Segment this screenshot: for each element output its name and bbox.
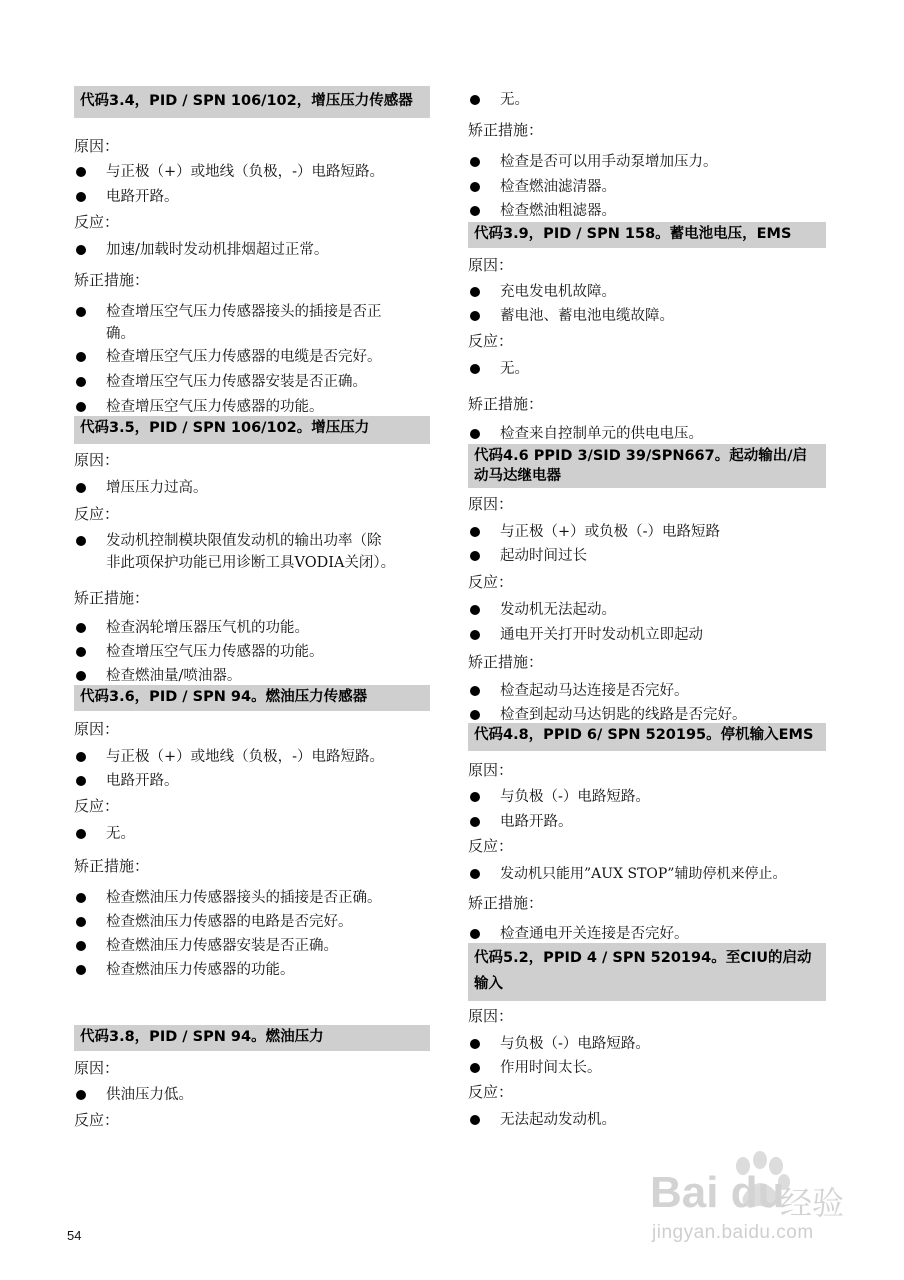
cause-item: 电路开路。 [106, 773, 179, 789]
cause-item: 电路开路。 [500, 814, 573, 830]
fix-item: 检查燃油压力传感器安装是否正确。 [106, 938, 338, 954]
fix-item-continuation: 确。 [106, 326, 135, 342]
fix-item: 检查增压空气压力传感器的电缆是否完好。 [106, 349, 382, 365]
bullet-icon [76, 671, 86, 681]
section-header-line: 动马达继电器 [474, 468, 561, 484]
fix-item: 检查涡轮增压器压气机的功能。 [106, 620, 309, 636]
section-header-4-8: 代码4.8，PPID 6/ SPN 520195。停机输入EMS [468, 723, 826, 751]
cause-item: 增压压力过高。 [106, 480, 208, 496]
bullet-icon [76, 377, 86, 387]
bullet-icon [470, 364, 480, 374]
reaction-label: 反应： [468, 573, 514, 591]
bullet-icon [76, 776, 86, 786]
bullet-icon [76, 965, 86, 975]
cause-item: 供油压力低。 [106, 1087, 193, 1103]
fix-item: 检查燃油滤清器。 [500, 179, 616, 195]
bullet-icon [470, 157, 480, 167]
bullet-icon [470, 869, 480, 879]
page-number: 54 [67, 1228, 82, 1243]
fix-label: 矫正措施： [468, 894, 544, 912]
fix-item: 检查燃油粗滤器。 [500, 203, 616, 219]
fix-label: 矫正措施： [468, 653, 544, 671]
reaction-label: 反应： [468, 332, 514, 350]
reaction-item: 加速/加载时发动机排烟超过正常。 [106, 242, 329, 258]
fix-item: 检查燃油量/喷油器。 [106, 668, 242, 684]
bullet-icon [470, 527, 480, 537]
bullet-icon [470, 929, 480, 939]
bullet-icon [76, 752, 86, 762]
cause-label: 原因： [468, 761, 514, 779]
fix-item: 检查起动马达连接是否完好。 [500, 683, 689, 699]
fix-item: 检查燃油压力传感器的电路是否完好。 [106, 914, 353, 930]
section-header-5-2 [468, 943, 826, 1001]
bullet-icon [76, 307, 86, 317]
bullet-icon [470, 1063, 480, 1073]
fix-label: 矫正措施： [74, 589, 150, 607]
reaction-item: 发动机只能用”AUX STOP”辅助停机来停止。 [500, 866, 787, 882]
bullet-icon [76, 647, 86, 657]
fix-item: 检查增压空气压力传感器安装是否正确。 [106, 374, 367, 390]
reaction-item: 无。 [500, 92, 529, 108]
cause-item: 与正极（+）或负极（-）电路短路 [500, 524, 721, 540]
fix-label: 矫正措施： [468, 395, 544, 413]
section-header-3-8: 代码3.8，PID / SPN 94。燃油压力 [74, 1025, 430, 1051]
fix-item: 检查燃油压力传感器接头的插接是否正确。 [106, 890, 382, 906]
cause-label: 原因： [468, 256, 514, 274]
watermark-url: jingyan.baidu.com [652, 1222, 814, 1243]
watermark-brand: Bai du [650, 1168, 785, 1217]
reaction-item: 发动机控制模块限值发动机的输出功率（除 [106, 533, 382, 549]
cause-item: 与负极（-）电路短路。 [500, 1036, 650, 1052]
cause-item: 蓄电池、蓄电池电缆故障。 [500, 308, 674, 324]
reaction-item: 无。 [106, 826, 135, 842]
bullet-icon [470, 182, 480, 192]
section-header-4-6 [468, 444, 826, 488]
bullet-icon [470, 1039, 480, 1049]
cause-label: 原因： [74, 137, 120, 155]
fix-label: 矫正措施： [74, 857, 150, 875]
fix-item: 检查增压空气压力传感器的功能。 [106, 644, 324, 660]
reaction-label: 反应： [74, 797, 120, 815]
bullet-icon [470, 287, 480, 297]
bullet-icon [470, 686, 480, 696]
bullet-icon [76, 536, 86, 546]
bullet-icon [470, 605, 480, 615]
bullet-icon [470, 311, 480, 321]
reaction-item-continuation: 非此项保护功能已用诊断工具VODIA关闭）。 [106, 555, 396, 571]
bullet-icon [470, 792, 480, 802]
bullet-icon [76, 1090, 86, 1100]
bullet-icon [76, 917, 86, 927]
bullet-icon [470, 429, 480, 439]
reaction-item: 通电开关打开时发动机立即起动 [500, 627, 703, 643]
bullet-icon [76, 352, 86, 362]
bullet-icon [76, 402, 86, 412]
fix-item: 检查增压空气压力传感器的功能。 [106, 399, 324, 415]
cause-label: 原因： [74, 1059, 120, 1077]
cause-label: 原因： [74, 451, 120, 469]
cause-item: 与正极（+）或地线（负极，-）电路短路。 [106, 164, 385, 180]
bullet-icon [76, 941, 86, 951]
fix-label: 矫正措施： [74, 271, 150, 289]
reaction-label: 反应： [74, 213, 120, 231]
section-header-line: 代码4.6 PPID 3/SID 39/SPN667。起动输出/启 [474, 448, 808, 464]
bullet-icon [76, 245, 86, 255]
reaction-label: 反应： [74, 505, 120, 523]
fix-item: 检查到起动马达钥匙的线路是否完好。 [500, 707, 747, 723]
bullet-icon [470, 710, 480, 720]
watermark-brand-cn: 经验 [780, 1184, 845, 1222]
cause-item: 充电发电机故障。 [500, 284, 616, 300]
section-header-3-5: 代码3.5，PID / SPN 106/102。增压压力 [74, 416, 430, 444]
bullet-icon [76, 829, 86, 839]
reaction-item: 发动机无法起动。 [500, 602, 616, 618]
fix-item: 检查燃油压力传感器的功能。 [106, 962, 295, 978]
fix-item: 检查来自控制单元的供电电压。 [500, 426, 703, 442]
section-header-3-4: 代码3.4，PID / SPN 106/102，增压压力传感器 [74, 86, 430, 118]
cause-item: 与正极（+）或地线（负极，-）电路短路。 [106, 749, 385, 765]
cause-item: 电路开路。 [106, 189, 179, 205]
bullet-icon [76, 192, 86, 202]
bullet-icon [76, 893, 86, 903]
section-header-line: 输入 [474, 976, 503, 992]
bullet-icon [470, 1115, 480, 1125]
cause-item: 作用时间太长。 [500, 1060, 602, 1076]
bullet-icon [76, 167, 86, 177]
section-header-3-9: 代码3.9，PID / SPN 158。蓄电池电压，EMS [468, 222, 826, 248]
fix-label: 矫正措施： [468, 121, 544, 139]
section-header-line: 代码5.2，PPID 4 / SPN 520194。至CIU的启动 [474, 950, 812, 966]
bullet-icon [470, 206, 480, 216]
reaction-item: 无法起动发动机。 [500, 1112, 616, 1128]
cause-label: 原因： [74, 720, 120, 738]
reaction-label: 反应： [74, 1111, 120, 1129]
bullet-icon [470, 551, 480, 561]
bullet-icon [76, 483, 86, 493]
cause-item: 与负极（-）电路短路。 [500, 789, 650, 805]
bullet-icon [470, 630, 480, 640]
reaction-label: 反应： [468, 1083, 514, 1101]
bullet-icon [470, 817, 480, 827]
fix-item: 检查增压空气压力传感器接头的插接是否正 [106, 304, 382, 320]
bullet-icon [470, 95, 480, 105]
fix-item: 检查通电开关连接是否完好。 [500, 926, 689, 942]
cause-label: 原因： [468, 1007, 514, 1025]
section-header-3-6: 代码3.6，PID / SPN 94。燃油压力传感器 [74, 685, 430, 711]
bullet-icon [76, 623, 86, 633]
reaction-label: 反应： [468, 837, 514, 855]
reaction-item: 无。 [500, 361, 529, 377]
fix-item: 检查是否可以用手动泵增加压力。 [500, 154, 718, 170]
cause-item: 起动时间过长 [500, 548, 587, 564]
cause-label: 原因： [468, 495, 514, 513]
